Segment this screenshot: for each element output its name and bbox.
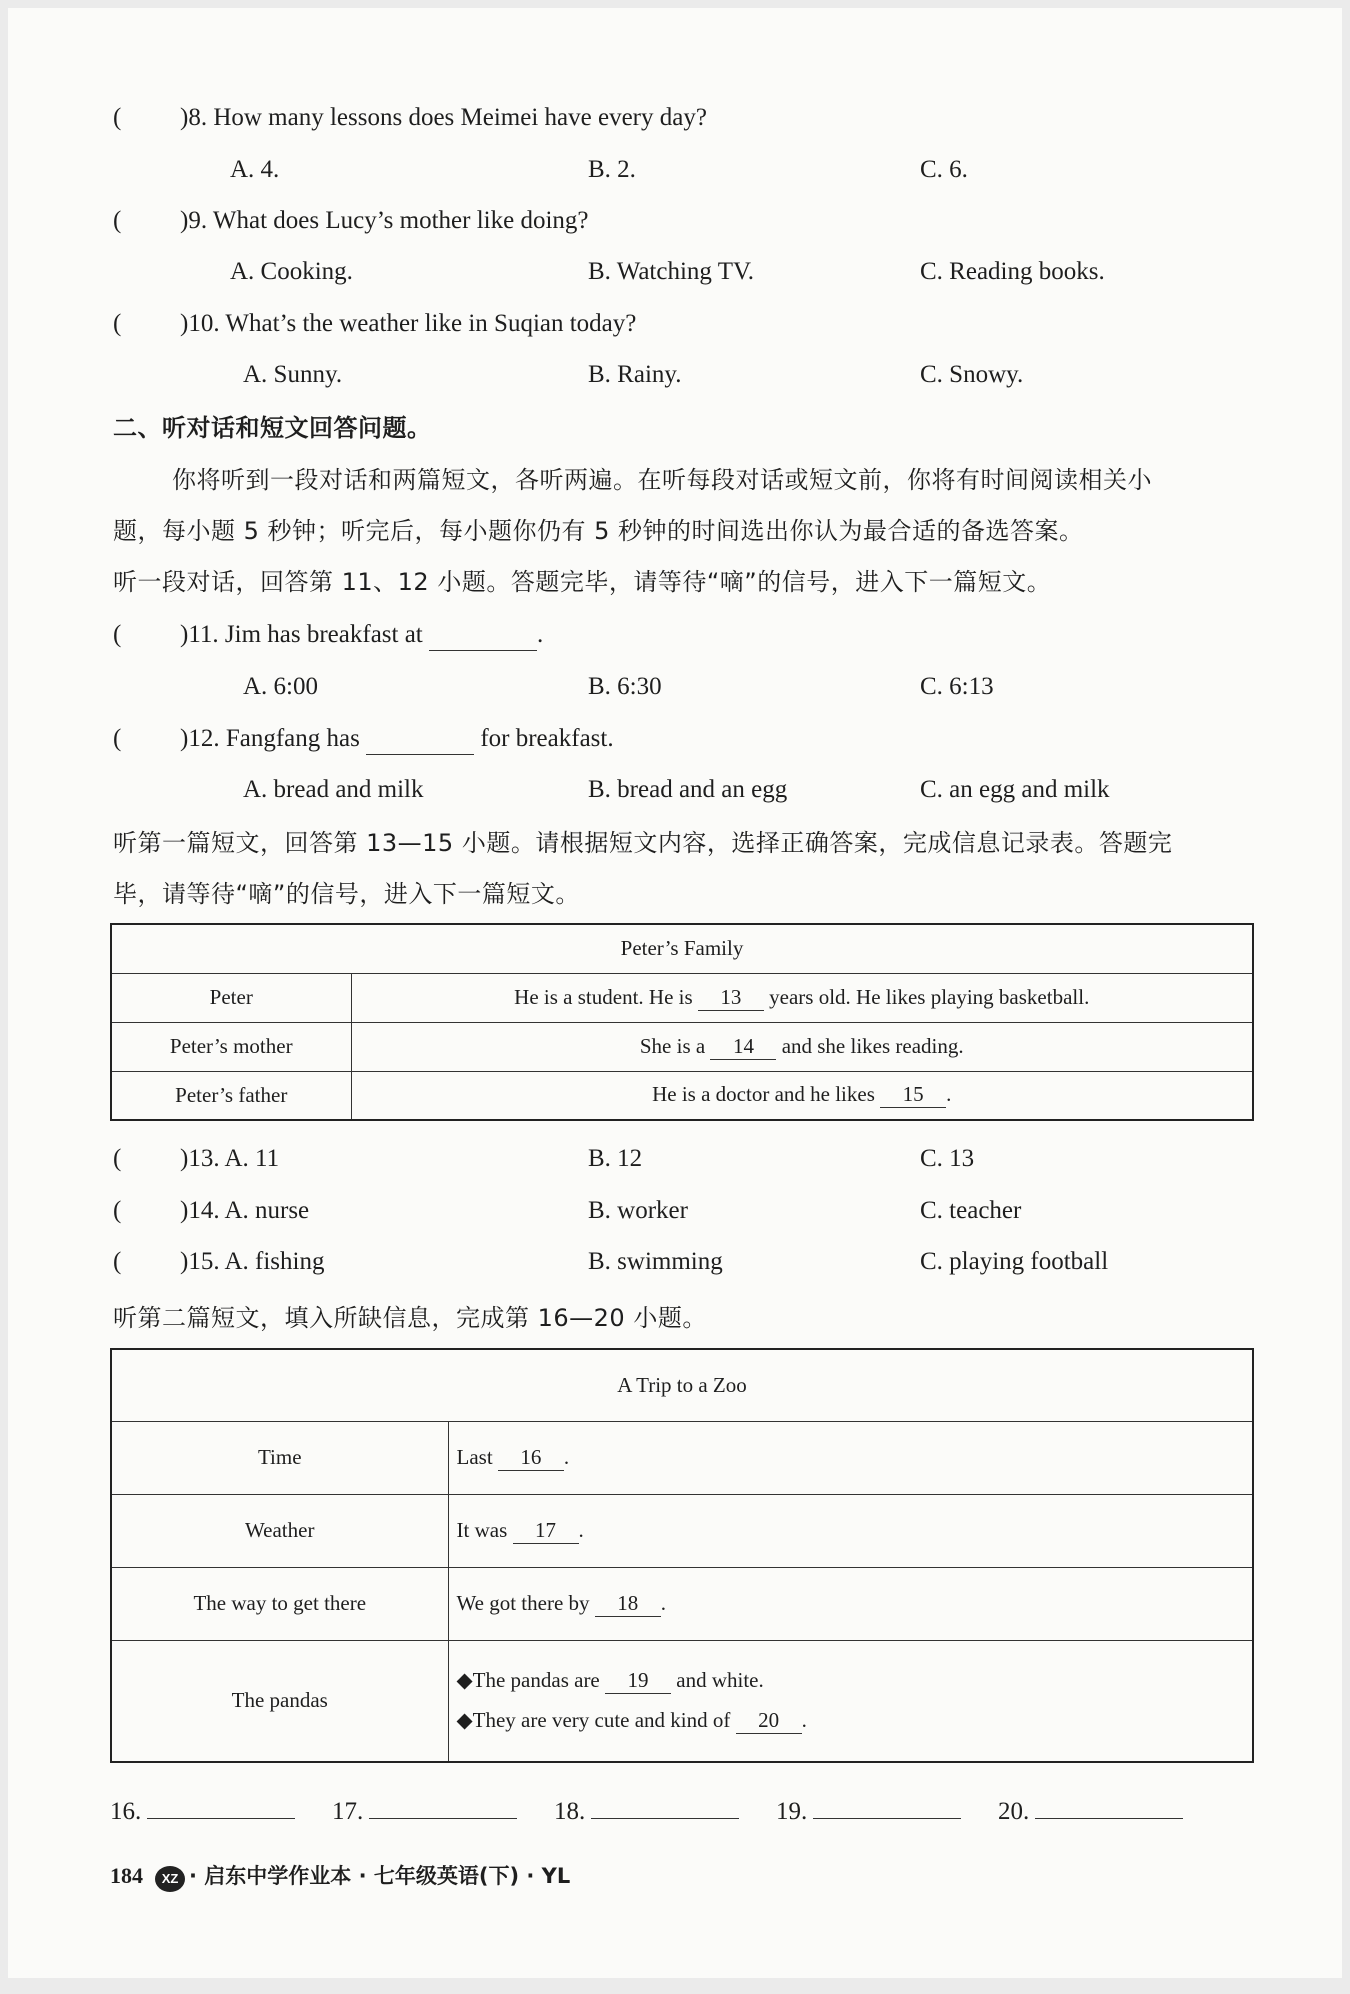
bullet-line xyxy=(457,1708,1245,1734)
diamond-bullet-icon: ◆ xyxy=(456,1707,473,1732)
option-c: C. 13 xyxy=(920,1145,975,1172)
option-b: B. Rainy. xyxy=(588,361,682,388)
question-text: How many lessons does Meimei have every day? xyxy=(213,104,707,131)
blank-number: 14 xyxy=(710,1034,776,1060)
answer-19[interactable] xyxy=(776,1796,961,1826)
option-a: A. bread and milk xyxy=(243,776,424,803)
option-a: A. 4. xyxy=(230,156,280,183)
blank-number: 18 xyxy=(595,1591,661,1617)
row-text: They are very cute and kind of xyxy=(472,1707,731,1732)
option-c: C. 6:13 xyxy=(920,673,994,700)
question-number: )13. xyxy=(180,1145,220,1172)
zoo-trip-table xyxy=(110,1348,1254,1763)
answer-blank[interactable] xyxy=(591,1796,739,1819)
answer-paren[interactable]: ( xyxy=(113,1197,122,1224)
blank-number: 16 xyxy=(498,1445,564,1471)
row-text: She is a xyxy=(639,1033,706,1058)
question-number: )15. xyxy=(180,1248,220,1275)
question-8 xyxy=(180,103,707,133)
question-text: . xyxy=(537,621,544,648)
blank-number: 17 xyxy=(513,1518,579,1544)
answer-blank[interactable] xyxy=(147,1796,295,1819)
option-c: C. Snowy. xyxy=(920,361,1024,388)
answer-paren[interactable]: ( xyxy=(113,310,122,337)
question-11 xyxy=(180,620,543,651)
answer-blank[interactable] xyxy=(813,1796,961,1819)
option-a: A. Cooking. xyxy=(230,258,353,285)
row-content xyxy=(448,1567,1253,1640)
peters-family-table xyxy=(110,923,1254,1121)
row-label: Time xyxy=(111,1421,448,1494)
row-text: It was xyxy=(456,1517,508,1542)
row-label: Peter’s mother xyxy=(111,1022,351,1071)
question-10 xyxy=(180,309,636,339)
answer-20[interactable] xyxy=(998,1796,1183,1826)
fill-blank[interactable] xyxy=(366,724,474,755)
row-label: Peter’s father xyxy=(111,1071,351,1120)
instruction-text: 听第一篇短文，回答第 13—15 小题。请根据短文内容，选择正确答案，完成信息记录表。答题完 xyxy=(113,829,1173,857)
answer-label: 16. xyxy=(110,1798,142,1825)
question-13 xyxy=(180,1144,279,1174)
table-row xyxy=(111,973,1253,1022)
option-a: A. 6:00 xyxy=(243,673,318,700)
option-a: A. Sunny. xyxy=(243,361,343,388)
option-a: A. 11 xyxy=(224,1145,280,1172)
option-c: C. Reading books. xyxy=(920,258,1105,285)
question-number: )11. xyxy=(180,621,219,648)
row-text: . xyxy=(801,1707,807,1732)
row-text: Last xyxy=(456,1444,493,1469)
table-row xyxy=(111,1567,1253,1640)
table-row xyxy=(111,1071,1253,1120)
table-title: A Trip to a Zoo xyxy=(111,1349,1253,1421)
row-text: He is a student. He is xyxy=(514,984,693,1009)
answer-label: 20. xyxy=(998,1798,1030,1825)
row-content xyxy=(448,1640,1253,1762)
question-text: for breakfast. xyxy=(480,725,614,752)
answer-paren[interactable]: ( xyxy=(113,104,122,131)
instruction-text: 你将听到一段对话和两篇短文，各听两遍。在听每段对话或短文前，你将有时间阅读相关小 xyxy=(172,466,1152,494)
fill-blank[interactable] xyxy=(429,620,537,651)
option-b: B. 6:30 xyxy=(588,673,662,700)
row-text: He is a doctor and he likes xyxy=(652,1082,875,1107)
instruction-text: 听第二篇短文，填入所缺信息，完成第 16—20 小题。 xyxy=(113,1304,707,1332)
book-title: · 启东中学作业本 · 七年级英语(下) · YL xyxy=(189,1864,571,1888)
row-text: . xyxy=(946,1082,952,1107)
answer-18[interactable] xyxy=(554,1796,739,1826)
answer-blank[interactable] xyxy=(369,1796,517,1819)
row-text: . xyxy=(578,1517,584,1542)
row-content xyxy=(448,1421,1253,1494)
table-row xyxy=(111,1421,1253,1494)
question-9 xyxy=(180,206,589,236)
page-footer xyxy=(110,1860,570,1892)
instruction-text: 题，每小题 5 秒钟；听完后，每小题你仍有 5 秒钟的时间选出你认为最合适的备选答案。 xyxy=(113,517,1084,545)
row-text: . xyxy=(563,1444,570,1469)
row-text: and white. xyxy=(676,1667,764,1692)
option-b: B. swimming xyxy=(588,1248,723,1275)
question-12 xyxy=(180,724,614,755)
option-a: A. nurse xyxy=(224,1197,310,1224)
question-number: )9. xyxy=(180,207,208,234)
row-content xyxy=(448,1494,1253,1567)
row-text: We got there by xyxy=(456,1590,590,1615)
answer-paren[interactable]: ( xyxy=(113,1145,122,1172)
table-row xyxy=(111,1640,1253,1762)
row-label: Weather xyxy=(111,1494,448,1567)
option-b: B. 2. xyxy=(588,156,636,183)
question-number: )14. xyxy=(180,1197,220,1224)
table-row xyxy=(111,1494,1253,1567)
row-content xyxy=(351,1071,1253,1120)
question-text: Jim has breakfast at xyxy=(224,621,423,648)
row-text: . xyxy=(660,1590,667,1615)
answer-paren[interactable]: ( xyxy=(113,207,122,234)
row-text: years old. He likes playing basketball. xyxy=(769,984,1090,1009)
question-14 xyxy=(180,1196,309,1226)
table-row xyxy=(111,1022,1253,1071)
blank-number: 13 xyxy=(698,985,764,1011)
worksheet-page xyxy=(8,8,1342,1978)
answer-label: 19. xyxy=(776,1798,808,1825)
diamond-bullet-icon: ◆ xyxy=(456,1667,473,1692)
instruction-text: 毕，请等待“嘀”的信号，进入下一篇短文。 xyxy=(113,880,580,908)
answer-16[interactable] xyxy=(110,1796,295,1826)
question-number: )10. xyxy=(180,310,220,337)
option-c: C. 6. xyxy=(920,156,968,183)
option-c: C. playing football xyxy=(920,1248,1109,1275)
blank-number: 20 xyxy=(736,1708,802,1734)
table-title: Peter’s Family xyxy=(111,924,1253,973)
blank-number: 19 xyxy=(605,1668,671,1694)
row-content xyxy=(351,973,1253,1022)
row-label: The way to get there xyxy=(111,1567,448,1640)
row-label: The pandas xyxy=(111,1640,448,1762)
answer-17[interactable] xyxy=(332,1796,517,1826)
blank-number: 15 xyxy=(880,1082,946,1108)
answer-label: 18. xyxy=(554,1798,586,1825)
option-b: B. bread and an egg xyxy=(588,776,788,803)
question-text: What does Lucy’s mother like doing? xyxy=(212,207,589,234)
page-number: 184 xyxy=(110,1863,143,1888)
question-15 xyxy=(180,1247,324,1277)
question-number: )8. xyxy=(180,104,208,131)
option-c: C. an egg and milk xyxy=(920,776,1110,803)
question-number: )12. xyxy=(180,725,220,752)
row-text: and she likes reading. xyxy=(781,1033,964,1058)
answer-paren[interactable]: ( xyxy=(113,621,122,648)
row-text: The pandas are xyxy=(472,1667,600,1692)
row-label: Peter xyxy=(111,973,351,1022)
section-heading: 二、听对话和短文回答问题。 xyxy=(113,414,432,442)
answer-label: 17. xyxy=(332,1798,364,1825)
bullet-line xyxy=(457,1668,1245,1694)
publisher-logo-icon: XZ xyxy=(155,1866,185,1892)
row-content xyxy=(351,1022,1253,1071)
answer-paren[interactable]: ( xyxy=(113,1248,122,1275)
option-b: B. Watching TV. xyxy=(588,258,755,285)
answer-paren[interactable]: ( xyxy=(113,725,122,752)
answer-blank[interactable] xyxy=(1035,1796,1183,1819)
question-text: What’s the weather like in Suqian today? xyxy=(225,310,637,337)
option-a: A. fishing xyxy=(224,1248,325,1275)
question-text: Fangfang has xyxy=(225,725,360,752)
option-c: C. teacher xyxy=(920,1197,1022,1224)
option-b: B. 12 xyxy=(588,1145,643,1172)
option-b: B. worker xyxy=(588,1197,688,1224)
instruction-text: 听一段对话，回答第 11、12 小题。答题完毕，请等待“嘀”的信号，进入下一篇短文。 xyxy=(113,568,1052,596)
